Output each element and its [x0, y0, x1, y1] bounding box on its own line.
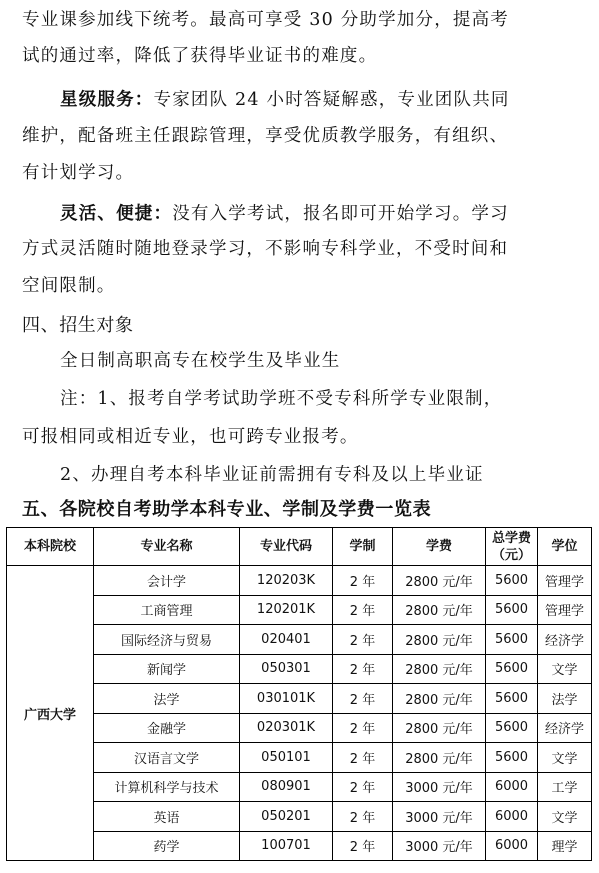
- paragraph-line: 试的通过率，降低了获得毕业证书的难度。: [22, 46, 378, 66]
- header-cell: 学费: [393, 528, 486, 566]
- table-row: [7, 772, 592, 802]
- table-cell: 2 年: [333, 713, 393, 743]
- table-cell: 2800 元/年: [393, 566, 486, 596]
- table-row: [7, 566, 592, 596]
- table-cell: 100701: [240, 831, 333, 861]
- table-cell: 理学: [538, 831, 592, 861]
- table-cell: 2 年: [333, 743, 393, 773]
- table-cell: 120201K: [240, 595, 333, 625]
- table-cell: 英语: [94, 802, 240, 832]
- table-cell: 080901: [240, 772, 333, 802]
- table-cell: 文学: [538, 802, 592, 832]
- tuition-table: [6, 527, 592, 861]
- table-cell: 2 年: [333, 772, 393, 802]
- flexible-line: [60, 200, 509, 225]
- flexible-line: 空间限制。: [22, 276, 116, 296]
- table-cell: 3000 元/年: [393, 802, 486, 832]
- table-row: [7, 595, 592, 625]
- table-cell: 5600: [486, 654, 538, 684]
- header-cell: 专业代码: [240, 528, 333, 566]
- header-cell: 总学费（元）: [486, 528, 538, 566]
- table-cell: 国际经济与贸易: [94, 625, 240, 655]
- table-cell: 新闻学: [94, 654, 240, 684]
- table-row: [7, 654, 592, 684]
- table-cell: 6000: [486, 831, 538, 861]
- table-cell: 2800 元/年: [393, 625, 486, 655]
- section-heading: 五、各院校自考助学本科专业、学制及学费一览表: [22, 499, 432, 520]
- table-cell: 经济学: [538, 625, 592, 655]
- table-cell: 2 年: [333, 802, 393, 832]
- header-cell: 学制: [333, 528, 393, 566]
- table-cell: 2 年: [333, 595, 393, 625]
- table-cell: 6000: [486, 802, 538, 832]
- table-cell: 2 年: [333, 566, 393, 596]
- header-cell: 专业名称: [94, 528, 240, 566]
- paragraph-line: 专业课参加线下统考。最高可享受 30 分助学加分，提高考: [22, 10, 509, 30]
- service-line: 有计划学习。: [22, 163, 135, 183]
- table-cell: 2800 元/年: [393, 713, 486, 743]
- note-line: 2、办理自考本科毕业证前需拥有专科及以上毕业证: [60, 465, 484, 485]
- service-label: 星级服务：: [60, 90, 154, 110]
- flexible-label: 灵活、便捷：: [60, 204, 173, 224]
- table-row: [7, 831, 592, 861]
- header-cell: 本科院校: [7, 528, 94, 566]
- target-line: 全日制高职高专在校学生及毕业生: [60, 351, 341, 371]
- table-cell: 2800 元/年: [393, 595, 486, 625]
- table-cell: 5600: [486, 625, 538, 655]
- table-cell: 法学: [94, 684, 240, 714]
- table-cell: 5600: [486, 684, 538, 714]
- table-cell: 6000: [486, 772, 538, 802]
- table-cell: 5600: [486, 743, 538, 773]
- table-cell: 2800 元/年: [393, 654, 486, 684]
- table-cell: 020301K: [240, 713, 333, 743]
- note-line: 可报相同或相近专业，也可跨专业报考。: [22, 427, 359, 447]
- table-cell: 5600: [486, 713, 538, 743]
- table-cell: 会计学: [94, 566, 240, 596]
- table-row: [7, 802, 592, 832]
- table-cell: 文学: [538, 743, 592, 773]
- table-cell: 3000 元/年: [393, 772, 486, 802]
- table-cell: 计算机科学与技术: [94, 772, 240, 802]
- table-cell: 050301: [240, 654, 333, 684]
- table-cell: 法学: [538, 684, 592, 714]
- table-cell: 管理学: [538, 566, 592, 596]
- table-cell: 工学: [538, 772, 592, 802]
- note-line: 注：1、报考自学考试助学班不受专科所学专业限制，: [60, 389, 503, 409]
- table-row: [7, 684, 592, 714]
- table-cell: 金融学: [94, 713, 240, 743]
- table-cell: 2 年: [333, 654, 393, 684]
- table-cell: 020401: [240, 625, 333, 655]
- university-cell: 广西大学: [7, 566, 94, 861]
- table-cell: 管理学: [538, 595, 592, 625]
- table-cell: 文学: [538, 654, 592, 684]
- table-cell: 030101K: [240, 684, 333, 714]
- flexible-line: 方式灵活随时随地登录学习，不影响专科学业，不受时间和: [22, 239, 509, 259]
- flexible-text: 没有入学考试，报名即可开始学习。学习: [172, 204, 509, 224]
- table-cell: 2800 元/年: [393, 743, 486, 773]
- service-line: 维护，配备班主任跟踪管理，享受优质教学服务，有组织、: [22, 126, 509, 146]
- table-cell: 5600: [486, 595, 538, 625]
- table-cell: 5600: [486, 566, 538, 596]
- table-cell: 2 年: [333, 831, 393, 861]
- table-row: [7, 625, 592, 655]
- table-cell: 2800 元/年: [393, 684, 486, 714]
- table-cell: 2 年: [333, 684, 393, 714]
- service-text: 专家团队 24 小时答疑解惑，专业团队共同: [153, 90, 510, 110]
- table-cell: 汉语言文学: [94, 743, 240, 773]
- table-cell: 药学: [94, 831, 240, 861]
- table-cell: 050201: [240, 802, 333, 832]
- table-cell: 工商管理: [94, 595, 240, 625]
- table-row: [7, 743, 592, 773]
- table-cell: 3000 元/年: [393, 831, 486, 861]
- table-cell: 120203K: [240, 566, 333, 596]
- header-cell: 学位: [538, 528, 592, 566]
- table-header-row: [7, 528, 592, 566]
- table-cell: 050101: [240, 743, 333, 773]
- section-heading: 四、招生对象: [22, 315, 134, 336]
- table-cell: 2 年: [333, 625, 393, 655]
- table-cell: 经济学: [538, 713, 592, 743]
- table-row: [7, 713, 592, 743]
- service-line: [60, 86, 510, 111]
